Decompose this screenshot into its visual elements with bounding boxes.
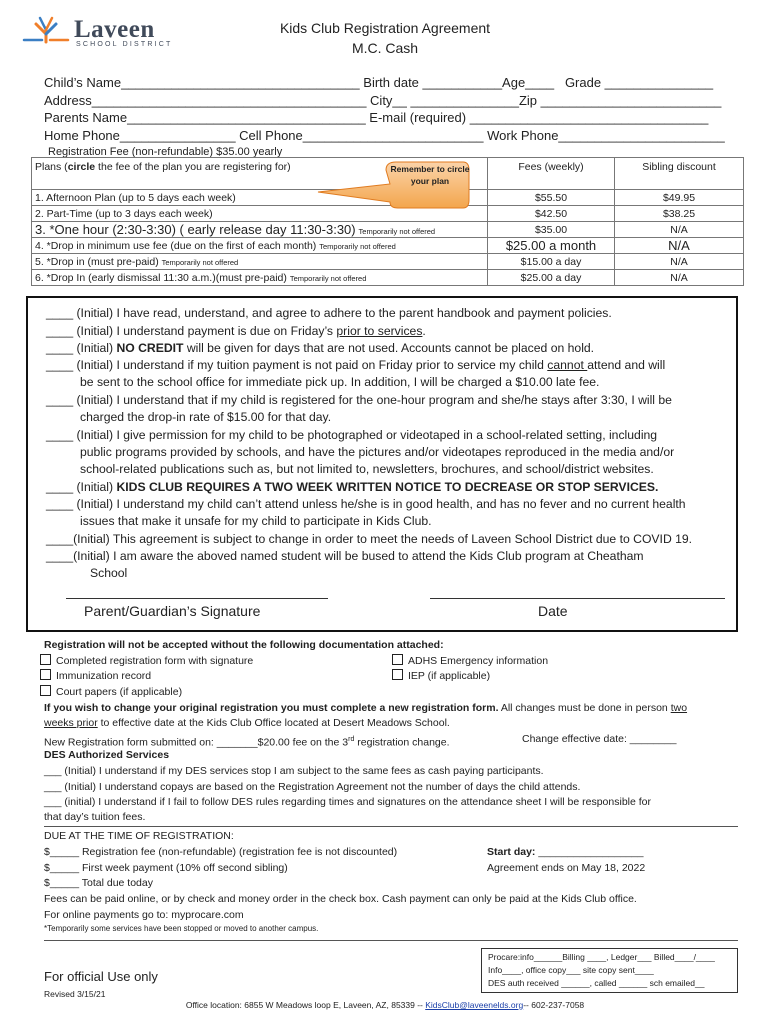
divider xyxy=(44,826,738,827)
plan-label-cell xyxy=(32,238,488,254)
initial-emph: prior to services xyxy=(336,324,423,338)
checkbox[interactable] xyxy=(40,669,51,680)
fees-header: Fees (weekly) xyxy=(488,158,615,190)
doc-checkbox-item[interactable] xyxy=(40,654,253,670)
official-box-line: Info____, office copy___ site copy sent____ xyxy=(488,965,654,975)
plan-fee[interactable]: $42.50 xyxy=(488,206,615,222)
plan-label: 4. *Drop in minimum use fee (due on the first of each month) xyxy=(35,239,317,252)
office-email-link[interactable]: KidsClub@laveenelds.org xyxy=(425,1000,524,1010)
due-line[interactable]: $_____ Total due today xyxy=(44,877,153,889)
plan-note: Temporarily not offered xyxy=(319,241,396,251)
change-rest: to effective date at the Kids Club Office located at Desert Meadows School. xyxy=(97,717,450,729)
plan-note: Temporarily not offered xyxy=(161,257,239,267)
registration-fee-note: Registration Fee (non-refundable) $35.00 yearly xyxy=(48,146,283,158)
change-underline: two xyxy=(670,702,688,714)
official-box-line: Procare:info______Billing ____, Ledger___ Billed____/____ xyxy=(488,952,715,962)
due-line[interactable]: $_____ Registration fee (non-refundable) (registration fee is not discounted) xyxy=(44,846,398,858)
fees-payment-text: Fees can be paid online, or by check and money order in the check box. Cash payment can only be paid at the Kids Club office. xyxy=(44,893,637,905)
des-continuation: that day’s tuition fees. xyxy=(44,811,146,823)
plan-fee[interactable]: $25.00 a day xyxy=(488,270,615,286)
plan-sibling[interactable]: N/A xyxy=(615,238,744,254)
official-box-line: DES auth received ______, called ______ sch emailed__ xyxy=(488,978,705,988)
plan-note: Temporarily not offered xyxy=(358,227,436,236)
checkbox[interactable] xyxy=(392,654,403,665)
agreement-end: Agreement ends on May 18, 2022 xyxy=(487,862,646,874)
initial-line[interactable] xyxy=(46,340,726,357)
plan-fee[interactable]: $35.00 xyxy=(488,222,615,238)
page-subtitle: M.C. Cash xyxy=(351,40,419,56)
callout-text: Remember to circle your plan xyxy=(390,164,470,186)
new-reg-text: New Registration form submitted on: _______$20.00 fee on the 3 xyxy=(44,736,349,749)
change-rest: All changes must be done in person xyxy=(498,702,671,714)
plans-header-pre: Plans ( xyxy=(35,161,68,173)
doc-checkbox-item[interactable] xyxy=(40,669,151,685)
temporary-note: *Temporarily some services have been stopped or moved to another campus. xyxy=(44,924,319,933)
child-info-row[interactable]: Child’s Name_________________________________ Birth date ___________Age____ Grade _______________ xyxy=(44,75,714,90)
plan-note: Temporarily not offered xyxy=(289,273,367,283)
change-registration-text xyxy=(44,701,734,717)
initial-emph: cannot xyxy=(547,358,588,372)
change-bold: If you wish to change your original registration you must complete a new registration form. xyxy=(44,702,499,714)
date-label: Date xyxy=(538,603,568,619)
initial-text: ____ (Initial) xyxy=(46,480,117,494)
doc-checkbox-item[interactable] xyxy=(392,654,548,670)
initial-text: ____ (Initial) xyxy=(46,341,117,355)
official-use-box xyxy=(481,948,738,993)
plan-label: 1. Afternoon Plan (up to 5 days each week) xyxy=(32,190,488,206)
checkbox[interactable] xyxy=(40,685,51,696)
plan-sibling[interactable]: N/A xyxy=(615,270,744,286)
plans-header-bold: circle xyxy=(67,161,96,173)
des-heading: DES Authorized Services xyxy=(44,749,170,761)
logo-subtitle: SCHOOL DISTRICT xyxy=(76,41,173,48)
plan-label: 6. *Drop In (early dismissal 11:30 a.m.)(must pre-paid) xyxy=(35,271,287,284)
checkbox-label: IEP (if applicable) xyxy=(408,670,491,682)
new-reg-text: registration change. xyxy=(354,736,450,749)
plan-fee[interactable]: $25.00 a month xyxy=(488,238,615,254)
initial-continuation: charged the drop-in rate of $15.00 for that day. xyxy=(80,410,332,424)
initial-emph: NO CREDIT xyxy=(116,341,184,355)
plan-label: 3. *One hour (2:30-3:30) ( early release day 11:30-3:30) xyxy=(35,222,356,237)
initial-continuation: school-related publications such as, but not limited to, newsletters, brochures, and school/district websites. xyxy=(80,462,654,476)
initial-continuation: School xyxy=(90,566,128,580)
plan-label-cell xyxy=(32,270,488,286)
office-address: Office location: 6855 W Meadows loop E, Laveen, AZ, 85339 -- xyxy=(185,1000,426,1010)
logo-name: Laveen xyxy=(74,16,155,43)
docs-heading: Registration will not be accepted without the following documentation attached: xyxy=(44,639,444,651)
parents-row[interactable]: Parents Name_________________________________ E-mail (required) _________________________________ xyxy=(44,110,709,125)
office-location xyxy=(0,1000,770,1010)
change-effective-date[interactable]: Change effective date: ________ xyxy=(522,733,677,745)
des-initial-line[interactable]: ___ (Initial) I understand copays are based on the Registration Agreement not the number of days the child attends. xyxy=(44,781,581,793)
plan-sibling[interactable]: $49.95 xyxy=(615,190,744,206)
initial-line[interactable]: ____ (Initial) I give permission for my child to be photographed or videotaped in a school-related setting, including xyxy=(46,428,658,442)
plan-label-cell xyxy=(32,222,488,238)
initial-continuation: public programs provided by schools, and have the pictures and/or videotapes reproduced in the media and/or xyxy=(80,445,675,459)
start-day[interactable] xyxy=(487,845,643,861)
initial-line[interactable]: ____ (Initial) I have read, understand, and agree to adhere to the parent handbook and payment policies. xyxy=(46,306,612,320)
date-line[interactable] xyxy=(430,598,725,599)
checkbox[interactable] xyxy=(40,654,51,665)
due-line[interactable]: $_____ First week payment (10% off second sibling) xyxy=(44,862,288,874)
checkbox[interactable] xyxy=(392,669,403,680)
checkbox-label: Completed registration form with signature xyxy=(56,655,254,667)
initial-continuation: issues that make it unsafe for my child to participate in Kids Club. xyxy=(80,514,432,528)
start-day-label: Start day: xyxy=(487,846,536,858)
start-day-line: __________________ xyxy=(535,846,644,858)
change-registration-text-2 xyxy=(44,716,450,732)
office-phone: -- 602-237-7058 xyxy=(523,1000,585,1010)
sibling-header: Sibling discount xyxy=(615,158,744,190)
plan-label-cell xyxy=(32,254,488,270)
plan-row[interactable] xyxy=(32,222,744,238)
des-initial-line[interactable]: ___ (initial) I understand if I fail to follow DES rules regarding times and signatures on the attendance sheet I will be responsible for xyxy=(44,796,652,808)
initial-text: will be given for days that are not used. Accounts cannot be placed on hold. xyxy=(183,341,595,355)
doc-checkbox-item[interactable] xyxy=(40,685,182,701)
plan-sibling[interactable]: N/A xyxy=(615,254,744,270)
plan-sibling[interactable]: $38.25 xyxy=(615,206,744,222)
initial-line[interactable] xyxy=(46,323,726,340)
plan-label: 2. Part-Time (up to 3 days each week) xyxy=(32,206,488,222)
phones-row[interactable]: Home Phone________________ Cell Phone_________________________ Work Phone_______________________ xyxy=(44,128,725,143)
initial-line[interactable]: ____ (Initial) I understand my child can’t attend unless he/she is in good health, and has no fever and no current health xyxy=(46,497,686,511)
des-initial-line[interactable]: ___ (Initial) I understand if my DES services stop I am subject to the same fees as cash paying participants. xyxy=(44,765,544,777)
initial-text: . xyxy=(422,324,426,338)
plan-fee[interactable]: $55.50 xyxy=(488,190,615,206)
initial-emph: KIDS CLUB REQUIRES A TWO WEEK WRITTEN NOTICE TO DECREASE OR STOP SERVICES. xyxy=(116,480,659,494)
plan-fee[interactable]: $15.00 a day xyxy=(488,254,615,270)
doc-checkbox-item[interactable] xyxy=(392,669,490,685)
new-reg-sup: rd xyxy=(348,736,355,743)
online-payment-text: For online payments go to: myprocare.com xyxy=(44,909,244,921)
plan-row[interactable] xyxy=(32,254,744,270)
plan-label: 5. *Drop in (must pre-paid) xyxy=(35,255,159,268)
initial-line[interactable]: ____ (Initial) I understand that if my child is registered for the one-hour program and she/he stays after 3:30, I will be xyxy=(46,393,672,407)
page-title: Kids Club Registration Agreement xyxy=(279,20,491,36)
initial-line[interactable]: ____(Initial) This agreement is subject to change in order to meet the needs of Laveen School District due to COVID 19. xyxy=(46,532,693,546)
checkbox-label: Immunization record xyxy=(56,670,152,682)
plan-row[interactable] xyxy=(32,270,744,286)
change-underline: weeks prior xyxy=(44,717,98,729)
plan-sibling[interactable]: N/A xyxy=(615,222,744,238)
address-row[interactable]: Address______________________________________ City__ _______________Zip _________________________ xyxy=(44,93,722,108)
checkbox-label: Court papers (if applicable) xyxy=(56,686,183,698)
divider xyxy=(44,940,738,941)
initial-line[interactable] xyxy=(46,357,726,374)
parent-signature-label: Parent/Guardian’s Signature xyxy=(84,603,261,619)
initial-text: ____ (Initial) I understand payment is due on Friday’s xyxy=(46,324,337,338)
initial-line[interactable]: ____(Initial) I am aware the aboved named student will be bused to attend the Kids Club program at Cheatham xyxy=(46,549,644,563)
parent-signature-line[interactable] xyxy=(66,598,328,599)
initial-line[interactable] xyxy=(46,479,726,496)
official-use-label: For official Use only xyxy=(44,969,158,984)
plan-row[interactable] xyxy=(32,238,744,254)
initial-text: attend and will xyxy=(587,358,666,372)
initial-continuation: be sent to the school office for immediate pick up. In addition, I will be charged a $10.00 late fee. xyxy=(80,375,600,389)
due-heading: DUE AT THE TIME OF REGISTRATION: xyxy=(44,830,234,842)
plans-header-post: the fee of the plan you are registering for) xyxy=(95,161,291,173)
initial-text: ____ (Initial) I understand if my tuition payment is not paid on Friday prior to service my child xyxy=(46,358,548,372)
revised-date: Revised 3/15/21 xyxy=(44,989,106,999)
checkbox-label: ADHS Emergency information xyxy=(408,655,549,667)
